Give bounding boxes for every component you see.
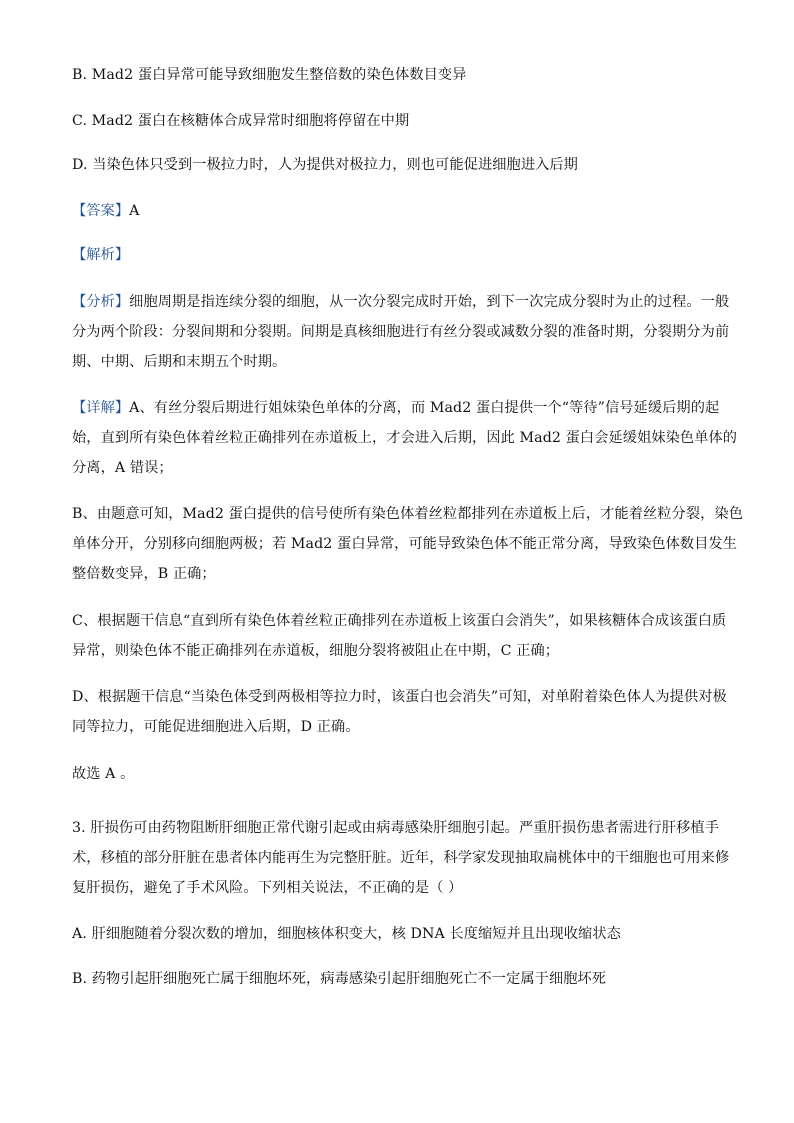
question-3-option-b: B. 药物引起肝细胞死亡属于细胞坏死，病毒感染引起肝细胞死亡不一定属于细胞坏死 bbox=[72, 971, 607, 987]
detail-d-line-1: D、根据题干信息“当染色体受到两极相等拉力时，该蛋白也会消失”可知，对单附着染色体人为提供对极 bbox=[72, 689, 727, 705]
answer-line bbox=[72, 201, 722, 221]
detail-c-line-1: C、根据题干信息“直到所有染色体着丝粒正确排列在赤道板上该蛋白会消失”，如果核糖体合成该蛋白质 bbox=[72, 613, 727, 629]
analysis-text-1: 细胞周期是指连续分裂的细胞，从一次分裂完成时开始，到下一次完成分裂时为止的过程。一般 bbox=[129, 294, 730, 310]
analysis-tag: 【分析】 bbox=[72, 294, 130, 310]
answer-tag: 【答案】 bbox=[72, 203, 130, 219]
conclusion-line: 故选 A 。 bbox=[72, 766, 135, 782]
detail-b-line-2: 单体分开，分别移向细胞两极；若 Mad2 蛋白异常，可能导致染色体不能正常分离，导致染色体数目发生 bbox=[72, 536, 738, 552]
question-3-stem-line-3: 复肝损伤，避免了手术风险。下列相关说法，不正确的是（ ） bbox=[72, 880, 463, 896]
analysis-line-1 bbox=[72, 292, 730, 312]
answer-value: A bbox=[129, 203, 140, 219]
explanation-tag: 【解析】 bbox=[72, 247, 130, 263]
question-3-stem-line-1: 3. 肝损伤可由药物阻断肝细胞正常代谢引起或由病毒感染肝细胞引起。严重肝损伤患者需进行肝移植手 bbox=[72, 820, 719, 836]
detail-a-text-1: A、有丝分裂后期进行姐妹染色单体的分离，而 Mad2 蛋白提供一个“等待”信号延缓后期的起 bbox=[129, 400, 720, 416]
detail-b-line-3: 整倍数变异，B 正确； bbox=[72, 566, 216, 582]
analysis-line-2: 分为两个阶段：分裂间期和分裂期。间期是真核细胞进行有丝分裂或减数分裂的准备时期，分裂期分为前 bbox=[72, 324, 730, 340]
detail-b-line-1: B、由题意可知，Mad2 蛋白提供的信号使所有染色体着丝粒都排列在赤道板上后，才能着丝粒分裂，染色 bbox=[72, 506, 743, 522]
detail-tag: 【详解】 bbox=[72, 400, 130, 416]
question-3-option-a: A. 肝细胞随着分裂次数的增加，细胞核体积变大，核 DNA 长度缩短并且出现收缩状态 bbox=[72, 926, 621, 942]
detail-a-line-2: 始，直到所有染色体着丝粒正确排列在赤道板上，才会进入后期，因此 Mad2 蛋白会延缓姐妹染色单体的 bbox=[72, 430, 738, 446]
option-b-previous: B. Mad2 蛋白异常可能导致细胞发生整倍数的染色体数目变异 bbox=[72, 67, 467, 83]
question-3-stem-line-2: 术，移植的部分肝脏在患者体内能再生为完整肝脏。近年，科学家发现抽取扁桃体中的干细胞也可用来修 bbox=[72, 850, 730, 866]
detail-d-line-2: 同等拉力，可能促进细胞进入后期，D 正确。 bbox=[72, 719, 360, 735]
analysis-line-3: 期、中期、后期和末期五个时期。 bbox=[72, 354, 287, 370]
detail-c-line-2: 异常，则染色体不能正确排列在赤道板，细胞分裂将被阻止在中期，C 正确； bbox=[72, 643, 560, 659]
detail-a-line-1 bbox=[72, 398, 722, 418]
detail-a-line-3: 分离，A 错误； bbox=[72, 460, 173, 476]
option-d-previous: D. 当染色体只受到一极拉力时，人为提供对极拉力，则也可能促进细胞进入后期 bbox=[72, 157, 578, 173]
option-c-previous: C. Mad2 蛋白在核糖体合成异常时细胞将停留在中期 bbox=[72, 113, 410, 129]
